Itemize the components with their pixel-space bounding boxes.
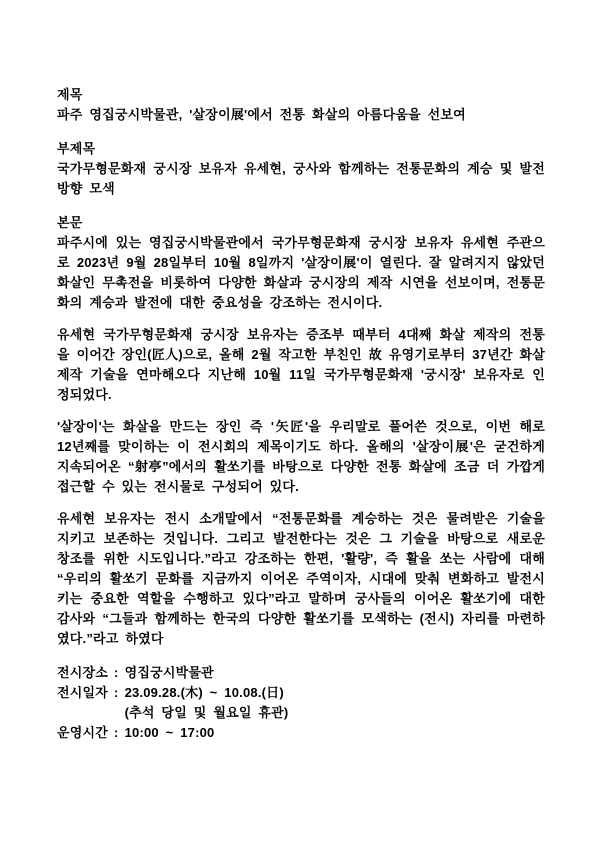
body-paragraph-3: '살장이'는 화살을 만드는 장인 즉 '矢匠'을 우리말로 풀어쓴 것으로, 이번 해로 12년째를 맞이하는 이 전시회의 제목이기도 하다. 올해의 '살장이展'은 굳건하게 지속되어온 “射亭”에서의 활쏘기를 바탕으로 다양한 전통 화살에 조금 더 가깝게 접근할 수 있는 전시물로 구성되어 있다.: [57, 419, 545, 494]
hours-value: 10:00 ~ 17:00: [124, 725, 215, 740]
dates-note: (추석 당일 및 월요일 휴관): [124, 705, 289, 720]
document-title: 파주 영집궁시박물관, '살장이展'에서 전통 화살의 아름다움을 선보여: [57, 107, 466, 122]
body-label: 본문: [57, 215, 83, 230]
body-paragraph-1: 파주시에 있는 영집궁시박물관에서 국가무형문화재 궁시장 보유자 유세현 주관으로 2023년 9월 28일부터 10월 8일까지 '살장이展'이 열린다. 잘 알려지지 않았던 화살인 무촉전을 비롯하여 다양한 화살과 궁시장의 제작 시연을 선보이며, 전통문화의 계승과 발전에 대한 중요성을 강조하는 전시이다.: [57, 235, 545, 310]
body-paragraph-4: 유세현 보유자는 전시 소개말에서 “전통문화를 계승하는 것은 물려받은 기술을 지키고 보존하는 것입니다. 그리고 발전한다는 것은 그 기술을 바탕으로 새로운 창조를 위한 시도입니다.”라고 강조하는 한편, '활량', 즉 활을 쏘는 사람에 대해 “우리의 활쏘기 문화를 지금까지 이어온 주역이자, 시대에 맞춰 변화하고 발전시키는 중요한 역할을 수행하고 있다”라고 말하며 궁사들의 이어온 활쏘기에 대한 감사와 “그들과 함께하는 한국의 다양한 활쏘기를 모색하는 (전시) 자리를 마련하였다.”라고 하였다: [57, 511, 545, 646]
dates-label: 전시일자: [57, 685, 109, 700]
document-subtitle: 국가무형문화재 궁시장 보유자 유세현, 궁사와 함께하는 전통문화의 계승 및 발전 방향 모색: [57, 161, 545, 196]
dates-value: 23.09.28.(木) ~ 10.08.(日): [124, 685, 284, 700]
body-section: [57, 213, 545, 649]
subtitle-label: 부제목: [57, 141, 96, 156]
venue-separator: :: [114, 665, 119, 680]
hours-label: 운영시간: [57, 725, 109, 740]
body-paragraph-2: 유세현 국가무형문화재 궁시장 보유자는 증조부 때부터 4대째 화살 제작의 전통을 이어간 장인(匠人)으로, 올해 2월 작고한 부친인 故 유영기로부터 37년간 화살 제작 기술을 연마해오다 지난해 10월 11일 국가무형문화재 '궁시장' 보유자로 인정되었다.: [57, 327, 545, 402]
title-section: [57, 85, 545, 125]
hours-separator: :: [114, 725, 119, 740]
venue-label: 전시장소: [57, 665, 109, 680]
exhibition-info-section: [57, 663, 545, 743]
dates-note-spacer-1: [57, 703, 108, 723]
exhibition-info-grid: [57, 663, 545, 743]
venue-value: 영집궁시박물관: [124, 665, 214, 680]
subtitle-section: [57, 139, 545, 199]
dates-separator: :: [114, 685, 119, 700]
title-label: 제목: [57, 87, 83, 102]
dates-note-spacer-2: [114, 703, 119, 723]
